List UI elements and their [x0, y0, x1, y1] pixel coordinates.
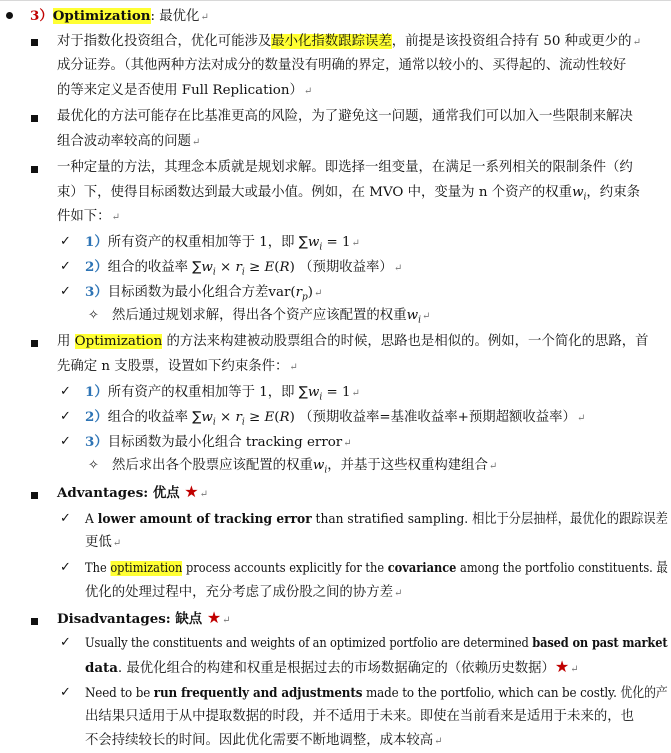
- p3-cond3: 3）目标函数为最小化组合方差$var(r_p)↵$: [85, 284, 323, 303]
- check-icon: ✓: [60, 384, 71, 399]
- dis-item2-line3: 不会持续较长的时间。因此优化需要不断地调整，成本较高↵: [85, 733, 443, 748]
- section-bullet: [6, 6, 13, 26]
- check-icon: ✓: [60, 560, 71, 575]
- bullet-square: [31, 109, 38, 129]
- dis-item1-line2: data. 最优化组合的构建和权重是根据过去的市场数据确定的（依赖历史数据）★↵: [85, 657, 579, 676]
- star-icon: ★: [184, 482, 199, 501]
- disadvantages-heading: Disadvantages: 缺点 ★↵: [57, 608, 231, 627]
- check-icon: ✓: [60, 409, 71, 424]
- p1-line2: 成分证券。（其他两种方法对成分的数量没有明确的界定，通常以较小的、买得起的、流动性较好: [57, 58, 627, 73]
- dis-item1-line1: Usually the constituents and weights of an optimized portfolio are determined based on past market: [85, 635, 668, 651]
- p3-line2: 束）下，使得目标函数达到最大或最小值。例如，在 MVO 中，变量为 n 个资产的权重$w_i$，约束条: [57, 185, 640, 203]
- check-icon: ✓: [60, 234, 71, 249]
- bullet-square: [31, 486, 38, 506]
- p4-cond2: 2）组合的收益率 $\sum w_i \times r_i \ge E(R)$ （预期收益率=基准收益率+预期超额收益率）↵: [85, 409, 586, 428]
- p3-cond2: 2）组合的收益率 $\sum w_i \times r_i \ge E(R)$ （预期收益率）↵: [85, 259, 403, 278]
- p4-line1: 用 Optimization 的方法来构建被动股票组合的时候，思路也是相似的。例如，一个简化的思路，首: [57, 334, 649, 349]
- advantages-heading: Advantages: 优点 ★↵: [57, 482, 209, 501]
- bullet-square: [31, 33, 38, 53]
- star-icon: ★: [206, 608, 222, 627]
- p3-line3: 件如下：↵: [57, 209, 120, 224]
- top-rule: [0, 0, 671, 1]
- p3-note: 然后通过规划求解，得出各个资产应该配置的权重$w_i↵$: [112, 308, 431, 326]
- p3-cond1: 1）所有资产的权重相加等于 1，即 $\sum w_i$ = 1↵: [85, 234, 360, 253]
- section-heading: 3）Optimization: 最优化↵: [30, 8, 209, 24]
- check-icon: ✓: [60, 284, 71, 299]
- p1-line1: 对于指数化投资组合，优化可能涉及最小化指数跟踪误差，前提是该投资组合持有 50 种或更少的↵: [57, 34, 641, 49]
- bullet-square: [31, 612, 38, 632]
- adv-item2-line1: The optimization process accounts explicitly for the covariance among the portfolio constituents. 最: [85, 560, 668, 576]
- adv-item2-line2: 优化的处理过程中，充分考虑了成份股之间的协方差↵: [85, 585, 403, 600]
- adv-item1-line2: 更低↵: [85, 535, 122, 550]
- dis-item2-line1: Need to be run frequently and adjustments made to the portfolio, which can be costly. 优化的产: [85, 685, 668, 701]
- p2-line2: 组合波动率较高的问题↵: [57, 134, 201, 149]
- p4-cond1: 1）所有资产的权重相加等于 1，即 $\sum w_i$ = 1↵: [85, 384, 360, 403]
- p3-line1: 一种定量的方法，其理念本质就是规划求解。即选择一组变量，在满足一系列相关的限制条件（约: [57, 160, 633, 175]
- p1-line3: 的等来定义是否使用 Full Replication）↵: [57, 83, 313, 98]
- p4-cond3: 3）目标函数为最小化组合 tracking error↵: [85, 434, 352, 450]
- check-icon: ✓: [60, 685, 71, 700]
- dis-item2-line2: 出结果只适用于从中提取数据的时段，并不适用于未来。即使在当前看来是适用于未来的，也: [85, 709, 635, 724]
- p4-line2: 先确定 n 支股票，设置如下约束条件：↵: [57, 359, 298, 374]
- bullet-square: [31, 334, 38, 354]
- check-icon: ✓: [60, 511, 71, 526]
- diamond-icon: ✧: [88, 458, 99, 473]
- p4-note: 然后求出各个股票应该配置的权重$w_i$，并基于这些权重构建组合↵: [112, 458, 498, 476]
- check-icon: ✓: [60, 259, 71, 274]
- p2-line1: 最优化的方法可能存在比基准更高的风险，为了避免这一问题，通常我们可以加入一些限制来解决: [57, 109, 633, 124]
- star-icon: ★: [554, 657, 570, 676]
- check-icon: ✓: [60, 635, 71, 650]
- check-icon: ✓: [60, 434, 71, 449]
- bullet-square: [31, 160, 38, 180]
- adv-item1-line1: A lower amount of tracking error than stratified sampling. 相比于分层抽样，最优化的跟踪误差: [85, 511, 668, 527]
- diamond-icon: ✧: [88, 308, 99, 323]
